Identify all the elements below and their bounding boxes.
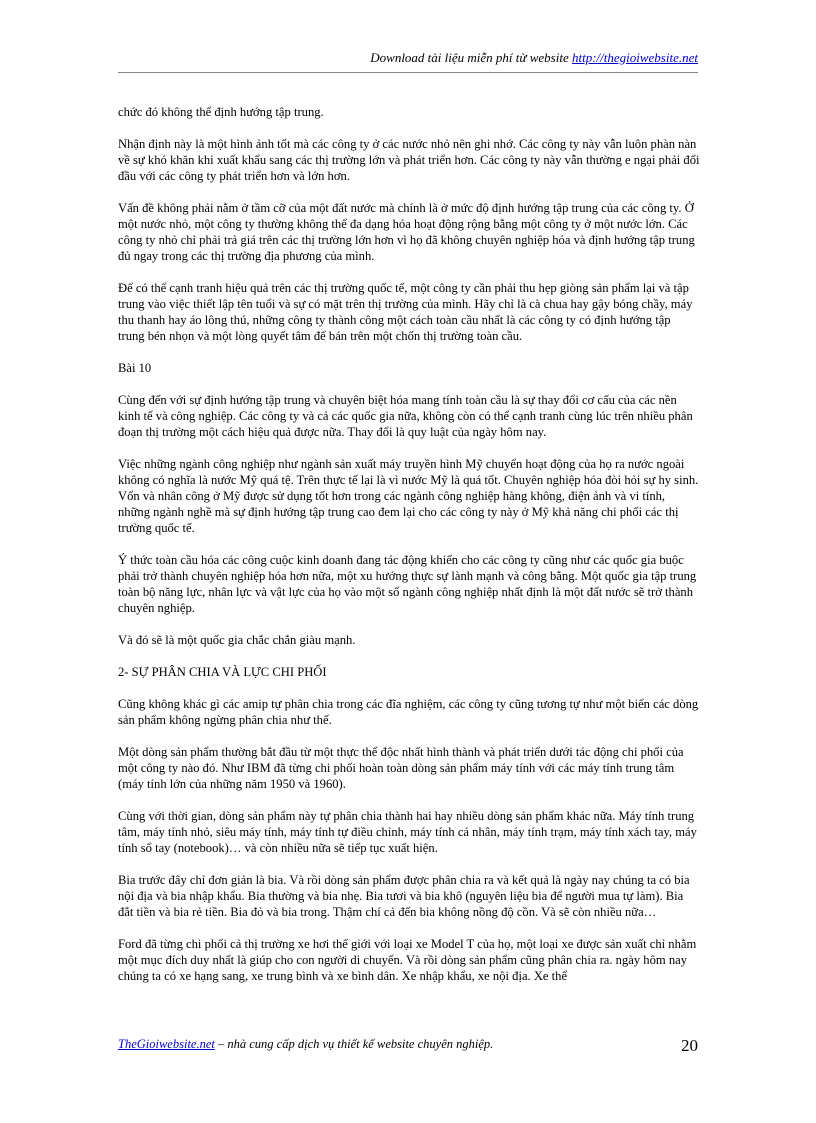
footer-text: – nhà cung cấp dịch vụ thiết kế website chuyên nghiệp. [214,1037,494,1051]
header-link[interactable]: http://thegioiwebsite.net [571,50,698,65]
page-header [118,50,698,73]
section-heading: 2- SỰ PHÂN CHIA VÀ LỰC CHI PHỐI [118,665,327,679]
paragraph: Một dòng sản phẩm thường bắt đầu từ một thực thể độc nhất hình thành và phát triển dưới tác động chi phối của một công ty nào đó. Như IBM đã từng chi phối hoàn toàn dòng sản phẩm máy tính với các máy tính trung tâm (máy tính lớn của những năm 1950 và 1960). [118,745,684,791]
paragraph: Nhận định này là một hình ảnh tốt mà các công ty ở các nước nhỏ nên ghi nhớ. Các công ty này vẫn luôn phàn nàn về sự khó khăn khi xuất khẩu sang các thị trường lớn và phát triển hơn. Các công ty này vẫn thường e ngại phải đối đầu với các công ty phát triển hơn và lớn hơn. [118,137,700,183]
paragraph: Cũng không khác gì các amip tự phân chia trong các đĩa nghiệm, các công ty cũng tương tự như một biển các dòng sản phẩm không ngừng phân chia như thế. [118,697,699,727]
paragraph: Cùng với thời gian, dòng sản phẩm này tự phân chia thành hai hay nhiều dòng sản phẩm khác nữa. Máy tính trung tâm, máy tính nhỏ, siêu máy tính, máy tính tự điều chỉnh, máy tính cá nhân, máy tính trạm, máy tính xách tay, máy tính sổ tay (notebook)… và còn nhiều nữa sẽ tiếp tục xuất hiện. [118,809,697,855]
paragraph: Ford đã từng chi phối cả thị trường xe hơi thế giới với loại xe Model T của họ, một loại xe được sản xuất chỉ nhằm một mục đích duy nhất là giúp cho con người di chuyển. Và rồi dòng sản phẩm cũng phân chia ra. ngày hôm nay chúng ta có xe hạng sang, xe trung bình và xe bình dân. Xe nhập khẩu, xe nội địa. Xe thể [118,937,697,983]
paragraph: Việc những ngành công nghiệp như ngành sản xuất máy truyền hình Mỹ chuyển hoạt động của họ ra nước ngoài không có nghĩa là nước Mỹ quá tệ. Trên thực tế lại là vì nước Mỹ là quá tốt. Chuyên nghiệp hóa đòi hỏi sự hy sinh. Vốn và nhân công ở Mỹ được sử dụng tốt hơn trong các ngành công nghiệp hàng không, điện ảnh và vi tính, những ngành nghề mà sự định hướng tập trung cao đem lại cho các công ty này ở Mỹ khả năng chi phối các thị trường quốc tế. [118,457,699,535]
paragraph: Bia trước đây chỉ đơn giản là bia. Và rồi dòng sản phẩm được phân chia ra và kết quả là ngày nay chúng ta có bia nội địa và bia nhập khẩu. Bia thường và bia nhẹ. Bia tươi và bia khô (nguyên liệu bia để người mua tự làm). Bia đắt tiền và bia rẻ tiền. Bia đỏ và bia trong. Thậm chí cả đến bia không nồng độ cồn. Và sẽ còn nhiều nữa… [118,873,690,919]
header-text: Download tài liệu miễn phí từ website [370,50,572,65]
paragraph: Và đó sẽ là một quốc gia chắc chắn giàu mạnh. [118,633,356,647]
paragraph: Để có thể cạnh tranh hiệu quả trên các thị trường quốc tế, một công ty cần phải thu hẹp giòng sản phẩm lại và tập trung vào việc thiết lập tên tuổi và sự có mặt trên thị trường của mình. Hãy chỉ là cà chua hay gậy bóng chầy, máy thu thanh hay áo lông thú, những công ty thành công một cách toàn cầu nhất là các công ty có định hướng tập trung bén nhọn và một lòng quyết tâm để bán trên một chốn thị trường toàn cầu. [118,281,693,343]
paragraph: Vấn đề không phải nằm ở tầm cỡ của một đất nước mà chính là ở mức độ định hướng tập trung của các công ty. Ở một nước nhỏ, một công ty thường không thể đa dạng hóa hoạt động rộng bằng một công ty ở một nước lớn. Các công ty nhỏ chỉ phải trả giá trên các thị trường lớn hơn vì họ đã không chuyên nghiệp hóa và định hướng tập trung đủ ngay trong các thị trường địa phương của mình. [118,201,695,263]
paragraph: chức đó không thể định hướng tập trung. [118,105,324,119]
page-number: 20 [681,1036,698,1055]
paragraph: Cùng đến với sự định hướng tập trung và chuyên biệt hóa mang tính toàn cầu là sự thay đổi cơ cấu của các nền kinh tế và công nghiệp. Các công ty và cả các quốc gia nữa, không còn có thể cạnh tranh cùng lúc trên nhiều phân đoạn thị trường một cách hiệu quả được nữa. Thay đổi là quy luật của ngày hôm nay. [118,393,693,439]
page-content [118,104,700,1000]
section-label: Bài 10 [118,361,152,375]
footer-link[interactable]: TheGioiwebsite.net [118,1037,215,1051]
page-footer [118,1037,700,1052]
paragraph: Ý thức toàn cầu hóa các công cuộc kinh doanh đang tác động khiến cho các công ty cũng như các quốc gia buộc phải trở thành chuyên nghiệp hóa hơn nữa, một xu hướng thực sự lành mạnh và công bằng. Một quốc gia tập trung toàn bộ năng lực, nhân lực và vật lực của họ vào một số ngành công nghiệp nhất định là một đất nước sẽ trở thành chuyên nghiệp. [118,553,697,615]
